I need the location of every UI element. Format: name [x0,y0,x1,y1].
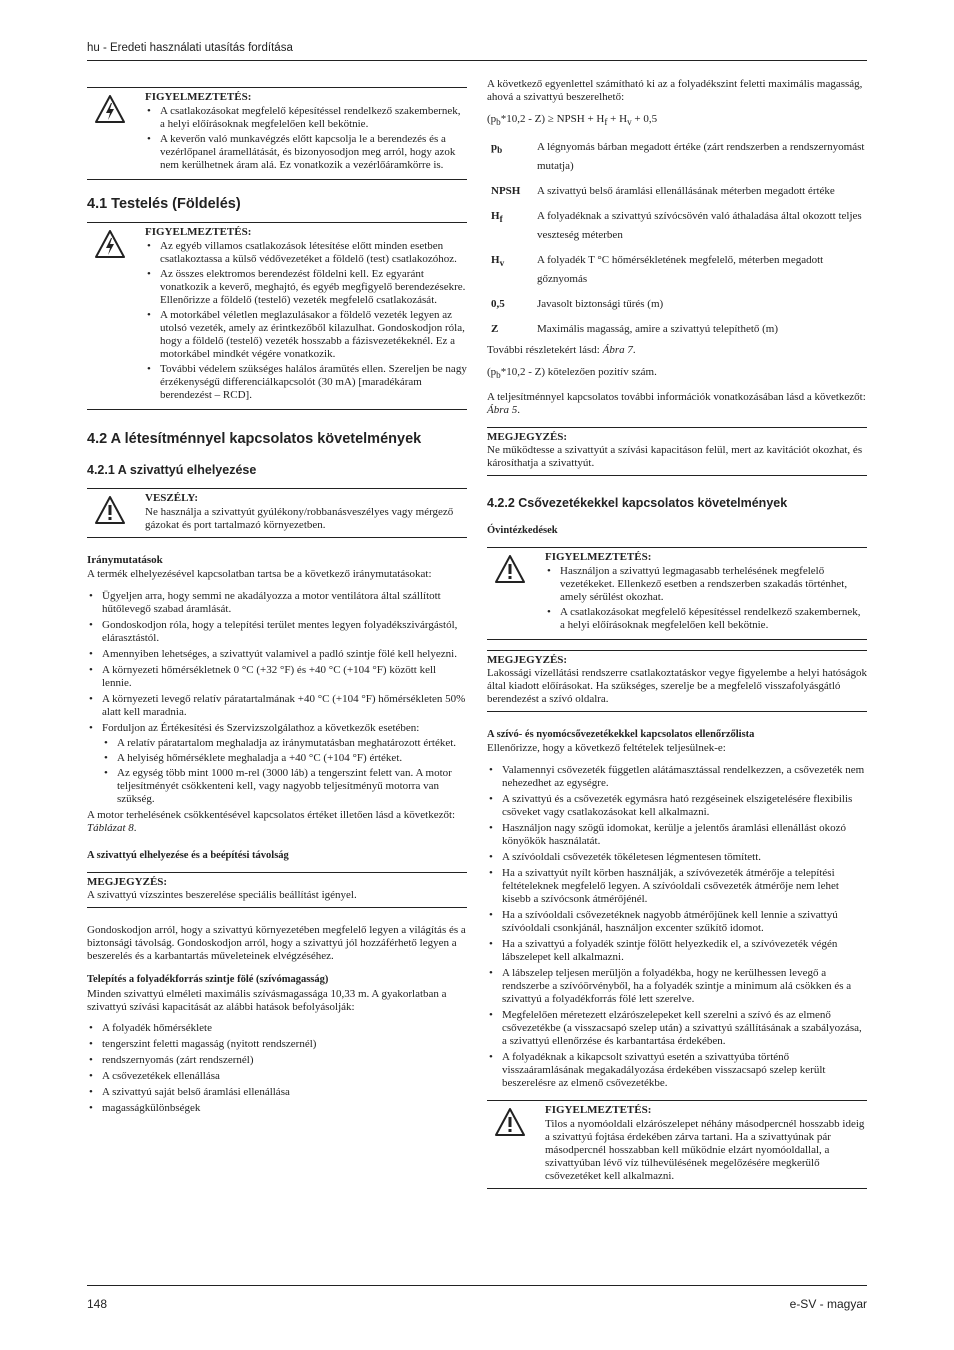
note-title: MEGJEGYZÉS: [87,876,168,888]
page-header: hu - Eredeti használati utasítás fordítása [87,42,293,54]
subsection-heading-4-2-2: 4.2.2 Csővezetékekkel kapcsolatos követelmények [487,496,788,511]
table-row [487,137,867,181]
derate-paragraph: A motor terhelésének csökkentésével kapcsolatos értéket illetően lásd a következőt: Táblázat 8. [87,809,456,834]
danger-title: VESZÉLY: [145,492,198,504]
warning-triangle-icon [87,492,145,532]
left-column [87,78,467,1118]
symbol-key: $H_v$ [491,254,505,269]
list-item: • Ha a szivattyú a folyadék szintje fölött helyezkedik el, a szívóvezeték végén lábszelepet kell alkalmazni. [487,938,867,964]
eq-sub: f [604,117,608,128]
list-item: • rendszernyomás (zárt rendszernél) [87,1054,467,1067]
figure-ref-link[interactable]: Ábra 7 [602,344,633,357]
note-box-water-supply [487,650,867,712]
guidelines-title: Iránymutatások [87,554,163,566]
list-item: • A szivattyú saját belső áramlási ellenállása [87,1086,467,1099]
sub-list-item: • Az egység több mint 1000 m-rel (3000 láb) a tengerszint felett van. A motor teljesítményét csökkenteni kell, vagy nagyobb teljesítményű motorra van szükség. [102,767,467,806]
pos-sub: b [496,370,501,381]
warning-title: FIGYELMEZTETÉS: [145,226,252,238]
symbol-desc: Javasolt biztonsági tűrés (m) [537,298,664,311]
warning-item: • További védelem szükséges halálos áramütés ellen. Szereljen be nagy érzékenységű differenciálkapcsolót (30 mA) [maradékáram berendezést – RCD]. [145,363,467,402]
eq-part: *10,2 - Z) ≥ NPSH + H [500,113,605,125]
symbol-key: NPSH [491,185,521,198]
list-item: • Ügyeljen arra, hogy semmi ne akadályozza a motor ventilátora által szállított hűtőlevegő szabad áramlását. [87,590,467,616]
list-item: • magasságkülönbségek [87,1102,467,1115]
sub-list-item: • A helyiség hőmérséklete meghaladja a +40 °C (+104 °F) értéket. [102,752,467,765]
checklist [487,764,867,1090]
suction-list [87,1022,467,1115]
symbol-desc: A folyadéknak a szivattyú szívócsövén való áthaladása által okozott teljes veszteség méterben [537,210,862,242]
list-item: • A folyadéknak a kikapcsolt szivattyú esetén a szivattyúba történő visszaáramlásának megakadályozása érdekében visszacsapó szelep került beszerelésre az elmenő csővezetékbe. [487,1051,867,1090]
symbol-key: $H_f$ [491,210,503,225]
electric-hazard-icon [87,91,145,174]
note-box-cavitation [487,427,867,476]
eq-sub: v [627,117,632,128]
placement-title: A szivattyú elhelyezése és a beépítési távolság [87,850,289,861]
list-item: • tengerszint feletti magasság (nyitott rendszernél) [87,1038,467,1051]
list-item: • A szivattyú és a csővezeték egymásra ható rezgéseinek elszigetelésére flexibilis csöveket vagy csatlakozásokat kell alkalmazni. [487,793,867,819]
warning-item: • A csatlakozásokat megfelelő képesítéssel rendelkező szakembernek, a helyi előírásoknak megfelelően kell bekötnie. [545,606,867,632]
checklist-title: A szívó- és nyomócsővezetékekkel kapcsolatos ellenőrzőlista [487,729,755,741]
eq-sub: b [496,117,501,128]
list-item: • A környezeti hőmérsékletnek 0 °C (+32 °F) és +40 °C (+104 °F) között kell lennie. [87,664,467,690]
warning-text: Tilos a nyomóoldali elzárószelepet néhány másodpercnél hosszabb ideig a szivattyú fojtása érdekében zárva tartani. Ha a szivattyúnak pár másodpercnél hosszabban kell működnie elzárt nyomóoldallal, a szivattyúban lévő víz túlhevülésének megelőzésére megkerülő csővezetéket kell alkalmazni. [545,1118,865,1183]
symbol-desc: A folyadék T °C hőmérsékletének megfelelő, méterben megadott gőznyomás [537,254,824,286]
warning-box-connections [87,87,467,180]
symbol-key: $p_b$ [491,141,503,156]
symbol-table [487,137,867,344]
page-number: 148 [87,1297,108,1311]
list-item [87,722,467,806]
positive-note [487,366,867,382]
list-item: • Gondoskodjon róla, hogy a telepítési terület mentes legyen folyadékszivárgástól, elárasztástól. [87,619,467,645]
warning-title: FIGYELMEZTETÉS: [545,1104,652,1117]
warning-item: • Az egyéb villamos csatlakozások létesítése előtt minden esetben csatlakoztassa a külső védővezetéket a földelő (test) csatlakozóhoz. [145,240,467,266]
symbol-key: 0,5 [491,298,505,311]
table-row [487,206,867,250]
note-text: A szivattyú vízszintes beszerelése speciális beállítást igényel. [87,889,357,901]
warning-box-pipes [487,547,867,640]
danger-box [87,488,467,538]
figure-ref-link[interactable]: Ábra 5 [487,404,518,417]
warning-item: • A motorkábel véletlen meglazulásakor a földelő vezeték legyen az utolsó vezeték, amely az érintkezőből kilazulhat. Gondoskodjon róla, hogy a földelő (testelő) vezeték hosszabb a fázisvezetékeknél. Ez a motorkábel mindkét végére vonatkozik. [145,309,467,361]
more-details: További részletekért lásd: Ábra 7. [487,344,636,357]
note-text: Ne működtesse a szivattyút a szívási kapacitáson felül, mert az kavitációt okozhat, és károsíthatja a szivattyút. [487,444,863,470]
symbol-desc: A légnyomás bárban megadott értéke (zárt rendszerben a rendszernyomást mutatja) [537,141,865,173]
equation-intro: A következő egyenlettel számítható ki az a folyadékszint feletti maximális magasság, ahová a szivattyú beszerelhető: [487,78,863,103]
suction-title: Telepítés a folyadékforrás szintje fölé (szívómagasság) [87,974,329,985]
warning-box-grounding [87,222,467,410]
list-item-text: Forduljon az Értékesítési és Szervizszolgálathoz a következők esetében: [102,722,420,734]
table-row [487,250,867,294]
list-item: • Amennyiben lehetséges, a szivattyút valamivel a padló szintje fölé kell helyezni. [87,648,467,661]
pos-part: *10,2 - Z) kötelezően pozitív szám. [500,366,657,379]
precautions-title: Óvintézkedések [487,525,558,537]
table-row [487,181,867,206]
section-heading-4-2: 4.2 A létesítménnyel kapcsolatos követelmények [87,431,422,447]
subsection-heading-4-2-1: 4.2.1 A szivattyú elhelyezése [87,463,257,477]
guidelines-intro: A termék elhelyezésével kapcsolatban tartsa be a következő iránymutatásokat: [87,568,432,580]
eq-part: + H [607,113,628,125]
list-item: • A lábszelep teljesen merüljön a folyadékba, hogy ne kerülhessen levegő a rendszerbe a szívóörvényből, ha a folyadék szintje a minimum alá csökken és a szivattyú a folyadékforrás fölé lett szerelve. [487,967,867,1006]
note-title: MEGJEGYZÉS: [487,431,568,444]
pos-part: (p [487,366,497,379]
symbol-desc: Maximális magasság, amire a szivattyú telepíthető (m) [537,323,779,336]
warning-title: FIGYELMEZTETÉS: [545,551,652,564]
table-ref-link[interactable]: Táblázat 8 [87,822,134,834]
care-paragraph: Gondoskodjon arról, hogy a szivattyú környezetében megfelelő legyen a világítás és a biztonsági távolság. Gondoskodjon arról, hogy a szivattyú jól hozzáférhető legyen a beszerelés és a karbantartás műveleteinek elvégzéséhez. [87,924,466,962]
header-divider [87,60,867,61]
section-heading-4-1: 4.1 Testelés (Földelés) [87,196,241,212]
derate-text: A motor terhelésének csökkentésével kapcsolatos értéket illetően lásd a következőt: [87,809,456,821]
symbol-desc: A szivattyú belső áramlási ellenállásának méterben megadott értéke [537,185,835,198]
suction-text: Minden szivattyú elméleti maximális szívásmagassága 10,33 m. A gyakorlatban a szivattyú szívási kapacitását az alábbi hatások befolyásolják: [87,988,447,1013]
footer-doc-name: e-SV - magyar [789,1297,867,1311]
electric-hazard-icon [87,226,145,404]
danger-text: Ne használja a szivattyút gyúlékony/robbanásveszélyes vagy mérgező gázokat és port tartalmazó környezetben. [145,506,454,531]
guidelines-list [87,590,467,806]
list-item: • Ha a szívóoldali csővezetéknek nagyobb átmérőjűnek kell lennie a szivattyú szívóoldali csonkjánál, használjon excenter szűkítő idomot. [487,909,867,935]
equation [487,113,867,129]
performance-paragraph: A teljesítménnyel kapcsolatos további információk vonatkozásában lásd a következőt: Ábra 5. [487,391,866,417]
list-item: • Megfelelően méretezett elzárószelepeket kell szerelni a szívó és az elmenő csővezetékbe (a visszacsapó szelep után) a szivattyú szállításának a szabályozása, a szivattyú ellenőrzése és karbantartása érdekében. [487,1009,867,1048]
perf-text: A teljesítménnyel kapcsolatos további információk vonatkozásában lásd a következőt: [487,391,866,404]
list-item: • Használjon nagy szögű idomokat, kerülje a jelentős áramlási ellenállást okozó könyökök használatát. [487,822,867,848]
warning-title: FIGYELMEZTETÉS: [145,91,252,103]
list-item: • A csővezetékek ellenállása [87,1070,467,1083]
list-item: • Valamennyi csővezeték független alátámasztással rendelkezzen, a csővezeték nem nehezedhet az egységre. [487,764,867,790]
right-column [487,78,867,1189]
note-box-horizontal [87,872,467,908]
list-item: • A környezeti levegő relatív páratartalmának +40 °C (+104 °F) hőmérsékleten 50% alatt kell maradnia. [87,693,467,719]
table-row [487,319,867,344]
warning-box-valve [487,1100,867,1189]
more-text: További részletekért lásd: [487,344,600,357]
symbol-key: Z [491,323,499,336]
note-title: MEGJEGYZÉS: [487,654,568,667]
list-item: • A szívóoldali csővezeték tökéletesen légmentesen tömített. [487,851,867,864]
warning-item: • Használjon a szivattyú legmagasabb terhelésének megfelelő vezetékeket. Ellenkező esetben a rendszerben szakadás történhet, amely sérülést okozhat. [545,565,867,604]
warning-item: • A csatlakozásokat megfelelő képesítéssel rendelkező szakembernek, a helyi előírásoknak megfelelően kell bekötnie. [145,105,467,131]
note-text: Lakossági vízellátási rendszerre csatlakoztatáskor vegye figyelembe a helyi hatóságok által kiadott előírásokat. Ha szükséges, szerelje be a megfelelő visszafolyásgátló berendezést a szívó oldalra. [487,667,867,706]
footer-divider [87,1285,867,1286]
warning-item: • A keverőn való munkavégzés előtt kapcsolja le a berendezés és a vezérlőpanel áramellátását, és bizonyosodjon meg arról, hogy azok nem kerülhetnek áram alá. Ez vonatkozik a vezérlőáramkörre is. [145,133,467,172]
eq-part: + 0,5 [631,113,658,125]
warning-triangle-icon [487,551,545,634]
table-row [487,294,867,319]
checklist-intro: Ellenőrizze, hogy a következő feltételek teljesülnek-e: [487,742,726,755]
warning-triangle-icon [487,1104,545,1183]
list-item: • Ha a szivattyút nyílt körben használják, a szívóvezeték átmérője a telepítési feltételeknek megfelelő legyen. A szívóoldali csővezeték átmérője nem lehet kisebb a szívócsonk átmérőjénél. [487,867,867,906]
sub-list-item: • A relatív páratartalom meghaladja az iránymutatásban meghatározott értéket. [102,737,467,750]
warning-item: • Az összes elektromos berendezést földelni kell. Ez egyaránt vonatkozik a keverő, meghajtó, és egyéb megfigyelő berendezésekre. Ellenőrizze a földelő (testelő) vezeték megfelelő csatlakozását. [145,268,467,307]
eq-part: (p [487,113,497,125]
list-item: • A folyadék hőmérséklete [87,1022,467,1035]
